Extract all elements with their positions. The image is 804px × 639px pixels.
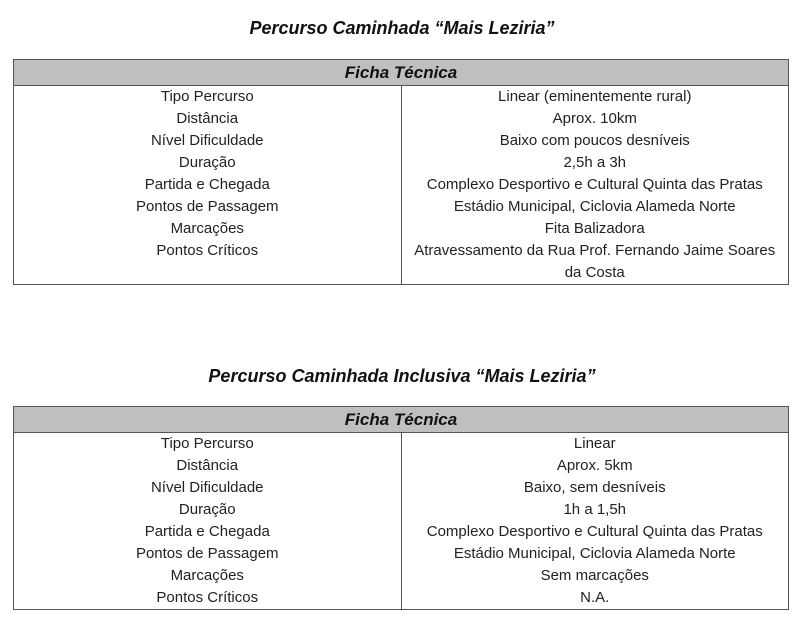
table-row — [14, 565, 789, 587]
row-label: Tipo Percurso — [14, 86, 402, 109]
row-label: Partida e Chegada — [14, 174, 402, 196]
row-value: Sem marcações — [401, 565, 789, 587]
row-label: Duração — [14, 499, 402, 521]
table-header: Ficha Técnica — [14, 407, 789, 433]
table-row — [14, 240, 789, 285]
row-label: Marcações — [14, 565, 402, 587]
row-label: Distância — [14, 108, 402, 130]
row-value: Complexo Desportivo e Cultural Quinta das Pratas — [401, 174, 789, 196]
table-row — [14, 587, 789, 610]
row-value: Aprox. 10km — [401, 108, 789, 130]
row-label: Pontos Críticos — [14, 240, 402, 285]
table-row — [14, 130, 789, 152]
table-row — [14, 433, 789, 456]
row-label: Distância — [14, 455, 402, 477]
row-label: Marcações — [14, 218, 402, 240]
table-row — [14, 543, 789, 565]
row-label: Nível Dificuldade — [14, 130, 402, 152]
table-row — [14, 499, 789, 521]
row-value: Estádio Municipal, Ciclovia Alameda Norte — [401, 543, 789, 565]
table-row — [14, 196, 789, 218]
table-row — [14, 86, 789, 109]
row-value: Atravessamento da Rua Prof. Fernando Jaime Soares da Costa — [401, 240, 789, 285]
row-value: Aprox. 5km — [401, 455, 789, 477]
table-row — [14, 152, 789, 174]
section-title-1: Percurso Caminhada “Mais Leziria” — [249, 18, 555, 38]
section-title-2: Percurso Caminhada Inclusiva “Mais Leziria” — [208, 366, 596, 386]
row-value: Baixo com poucos desníveis — [401, 130, 789, 152]
table-row — [14, 108, 789, 130]
row-value: Estádio Municipal, Ciclovia Alameda Norte — [401, 196, 789, 218]
row-value: Baixo, sem desníveis — [401, 477, 789, 499]
row-label: Partida e Chegada — [14, 521, 402, 543]
table-row — [14, 455, 789, 477]
table-row — [14, 521, 789, 543]
row-label: Duração — [14, 152, 402, 174]
row-label: Tipo Percurso — [14, 433, 402, 456]
row-value: Linear — [401, 433, 789, 456]
row-value: 2,5h a 3h — [401, 152, 789, 174]
ficha-tecnica-table-1 — [13, 59, 789, 285]
row-label: Pontos de Passagem — [14, 196, 402, 218]
ficha-tecnica-table-2 — [13, 406, 789, 610]
row-value: 1h a 1,5h — [401, 499, 789, 521]
table-row — [14, 218, 789, 240]
row-value: Fita Balizadora — [401, 218, 789, 240]
table-header: Ficha Técnica — [14, 60, 789, 86]
row-value: Linear (eminentemente rural) — [401, 86, 789, 109]
table-row — [14, 477, 789, 499]
row-label: Pontos de Passagem — [14, 543, 402, 565]
row-label: Nível Dificuldade — [14, 477, 402, 499]
row-value: Complexo Desportivo e Cultural Quinta das Pratas — [401, 521, 789, 543]
row-label: Pontos Críticos — [14, 587, 402, 610]
row-value: N.A. — [401, 587, 789, 610]
table-row — [14, 174, 789, 196]
